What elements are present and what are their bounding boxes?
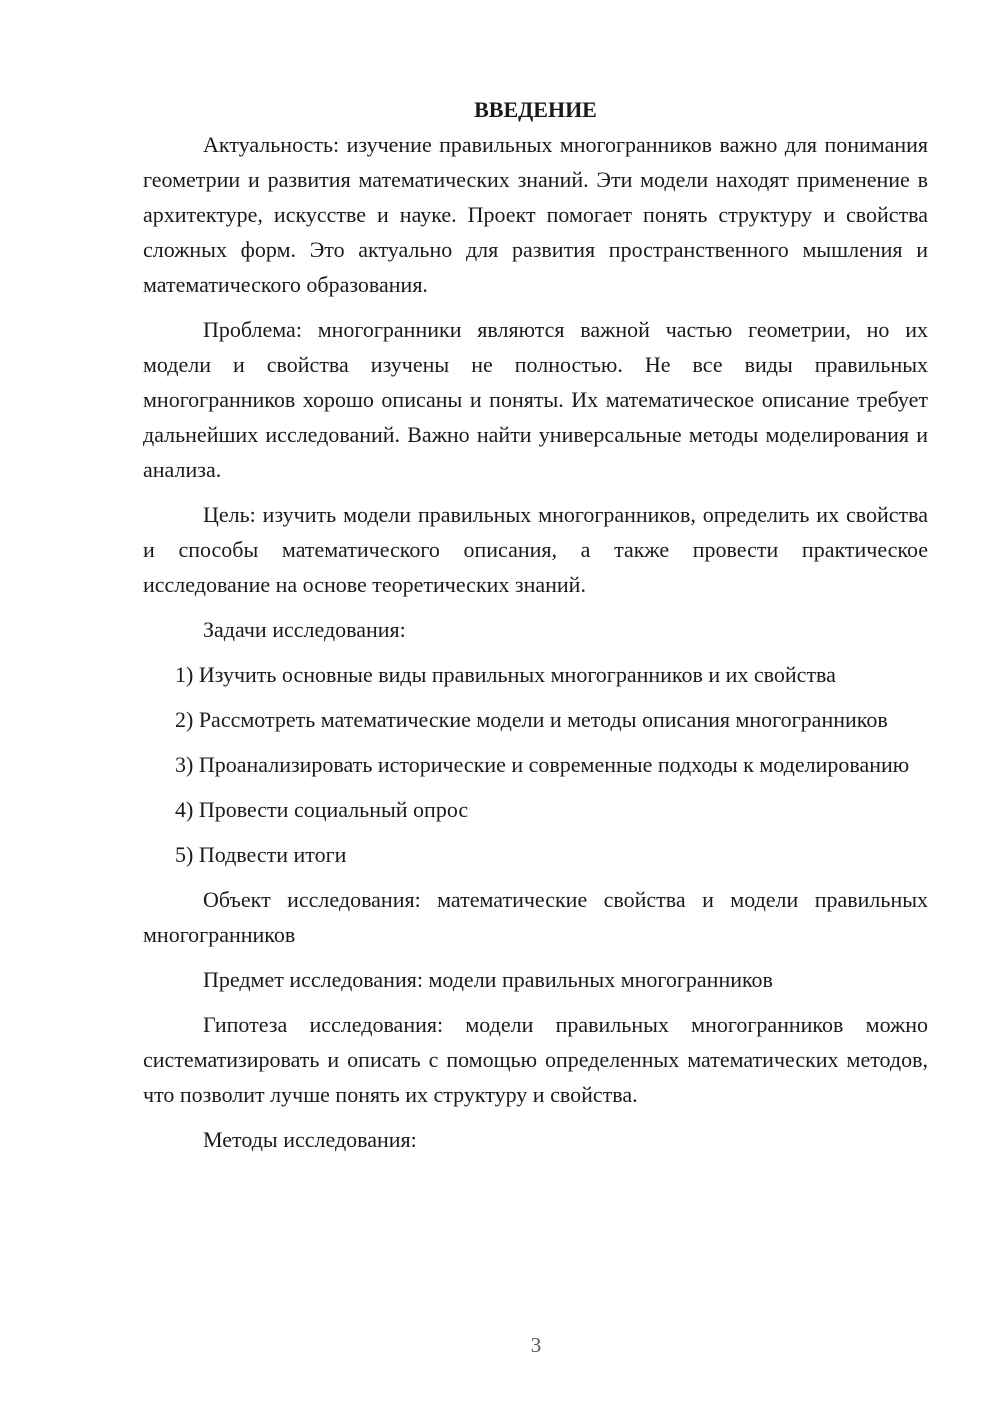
- task-item-2: 2) Рассмотреть математические модели и методы описания многогранников: [175, 707, 888, 732]
- task-item-4: 4) Провести социальный опрос: [175, 797, 469, 822]
- page-number: 3: [530, 1333, 542, 1357]
- page-title: ВВЕДЕНИЕ: [474, 97, 597, 122]
- paragraph-goal: Цель: изучить модели правильных многогранников, определить их свойства и способы математического описания, а также провести практическое исследование на основе теоретических знаний.: [143, 502, 928, 597]
- paragraph-problem: Проблема: многогранники являются важной частью геометрии, но их модели и свойства изучены не полностью. Не все виды правильных многогранников хорошо описаны и поняты. Их математическое описание требует дальнейших исследований. Важно найти универсальные методы моделирования и анализа.: [143, 317, 928, 482]
- task-item-3: 3) Проанализировать исторические и современные подходы к моделированию: [175, 752, 910, 777]
- paragraph-hypothesis: Гипотеза исследования: модели правильных многогранников можно систематизировать и описать с помощью определенных математических методов, что позволит лучше понять их структуру и свойства.: [143, 1012, 928, 1107]
- task-item-5: 5) Подвести итоги: [175, 842, 347, 867]
- document-page: [143, 92, 928, 1167]
- paragraph-subject: Предмет исследования: модели правильных многогранников: [203, 967, 773, 992]
- paragraph-methods: Методы исследования:: [203, 1127, 417, 1152]
- paragraph-relevance: Актуальность: изучение правильных многогранников важно для понимания геометрии и развития математических знаний. Эти модели находят применение в архитектуре, искусстве и науке. Проект помогает понять структуру и свойства сложных форм. Это актуально для развития пространственного мышления и математического образования.: [143, 132, 928, 297]
- paragraph-tasks-heading: Задачи исследования:: [203, 617, 406, 642]
- paragraph-object: Объект исследования: математические свойства и модели правильных многогранников: [143, 887, 928, 947]
- task-item-1: 1) Изучить основные виды правильных многогранников и их свойства: [175, 662, 836, 687]
